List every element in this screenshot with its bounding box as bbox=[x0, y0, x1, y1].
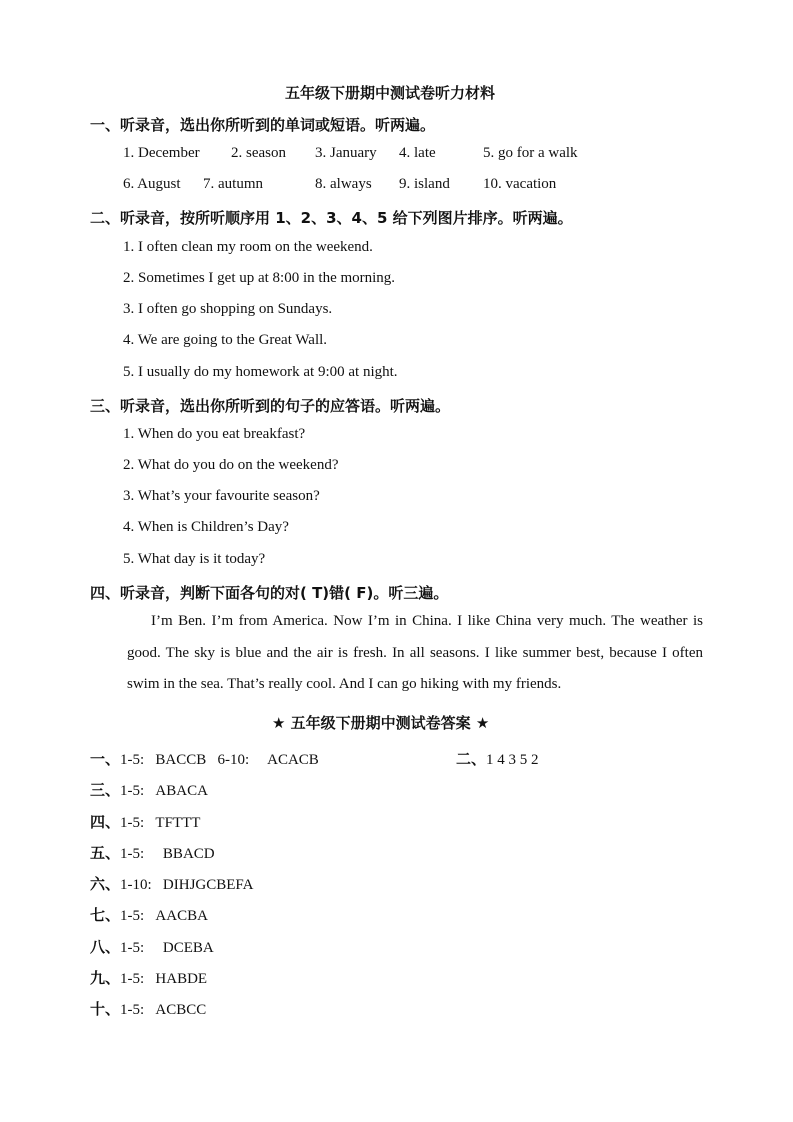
word-item: 6. August bbox=[123, 176, 181, 192]
answer-text: 1-5: BACCB 6-10: ACACB bbox=[120, 752, 319, 768]
sentence-item: 3. I often go shopping on Sundays. bbox=[123, 301, 333, 317]
answer-row bbox=[90, 811, 200, 832]
answer-row bbox=[90, 904, 208, 925]
sentence-item: 1. I often clean my room on the weekend. bbox=[123, 239, 373, 255]
question-item: 4. When is Children’s Day? bbox=[123, 519, 289, 535]
sentence-item: 5. I usually do my homework at 9:00 at night. bbox=[123, 364, 398, 380]
answer-text: 1-5: AACBA bbox=[120, 908, 208, 924]
answer-label: 三、 bbox=[90, 781, 121, 799]
answer-text: 1-5: BBACD bbox=[120, 846, 215, 862]
question-item: 5. What day is it today? bbox=[123, 551, 266, 567]
answers-title: ★ 五年级下册期中测试卷答案 ★ bbox=[272, 714, 490, 732]
answer-text: 1-5: ACBCC bbox=[120, 1002, 207, 1018]
answer-label: 十、 bbox=[90, 1000, 121, 1018]
word-item: 8. always bbox=[315, 176, 372, 192]
question-item: 2. What do you do on the weekend? bbox=[123, 457, 339, 473]
answer-row bbox=[90, 967, 207, 988]
word-item: 4. late bbox=[399, 145, 436, 161]
sentence-item: 4. We are going to the Great Wall. bbox=[123, 332, 328, 348]
answer-label: 八、 bbox=[90, 938, 121, 956]
word-item: 3. January bbox=[315, 145, 377, 161]
answer-row bbox=[90, 873, 254, 894]
sentence-item: 2. Sometimes I get up at 8:00 in the morning. bbox=[123, 270, 396, 286]
answer-text: 1-5: TFTTT bbox=[120, 815, 201, 831]
answer-row bbox=[456, 748, 539, 769]
word-item: 2. season bbox=[231, 145, 286, 161]
answer-label: 七、 bbox=[90, 906, 121, 924]
answer-label: 六、 bbox=[90, 875, 121, 893]
word-item: 5. go for a walk bbox=[483, 145, 578, 161]
answer-row bbox=[90, 936, 214, 957]
answer-text: 1 4 3 5 2 bbox=[486, 752, 539, 768]
word-item: 1. December bbox=[123, 145, 200, 161]
answer-label: 二、 bbox=[456, 750, 487, 768]
answer-label: 五、 bbox=[90, 844, 121, 862]
answer-label: 四、 bbox=[90, 813, 121, 831]
word-item: 9. island bbox=[399, 176, 450, 192]
section-1-heading: 一、听录音，选出你所听到的单词或短语。听两遍。 bbox=[90, 116, 436, 134]
section-2-heading: 二、听录音，按所听顺序用 1、2、3、4、5 给下列图片排序。听两遍。 bbox=[90, 209, 573, 227]
answer-row bbox=[90, 998, 206, 1019]
word-item: 7. autumn bbox=[203, 176, 263, 192]
listening-passage: I’m Ben. I’m from America. Now I’m in China. I like China very much. The weather is good. The sky is blue and the air is fresh. In all seasons. I like summer best, because I often swim in the sea. That’s really cool. And I can go hiking with my friends. bbox=[127, 613, 703, 692]
question-item: 1. When do you eat breakfast? bbox=[123, 426, 306, 442]
answer-label: 九、 bbox=[90, 969, 121, 987]
answer-label: 一、 bbox=[90, 750, 121, 768]
answer-row bbox=[90, 779, 208, 800]
answer-text: 1-5: HABDE bbox=[120, 971, 208, 987]
section-4-heading: 四、听录音，判断下面各句的对( T)错( F)。听三遍。 bbox=[90, 584, 449, 602]
answer-text: 1-5: DCEBA bbox=[120, 940, 214, 956]
answer-text: 1-10: DIHJGCBEFA bbox=[120, 877, 254, 893]
word-item: 10. vacation bbox=[483, 176, 557, 192]
answer-row bbox=[90, 842, 215, 863]
section-3-heading: 三、听录音，选出你所听到的句子的应答语。听两遍。 bbox=[90, 397, 451, 415]
answer-text: 1-5: ABACA bbox=[120, 783, 208, 799]
page-title: 五年级下册期中测试卷听力材料 bbox=[285, 84, 496, 102]
answer-row bbox=[90, 748, 319, 769]
question-item: 3. What’s your favourite season? bbox=[123, 488, 320, 504]
